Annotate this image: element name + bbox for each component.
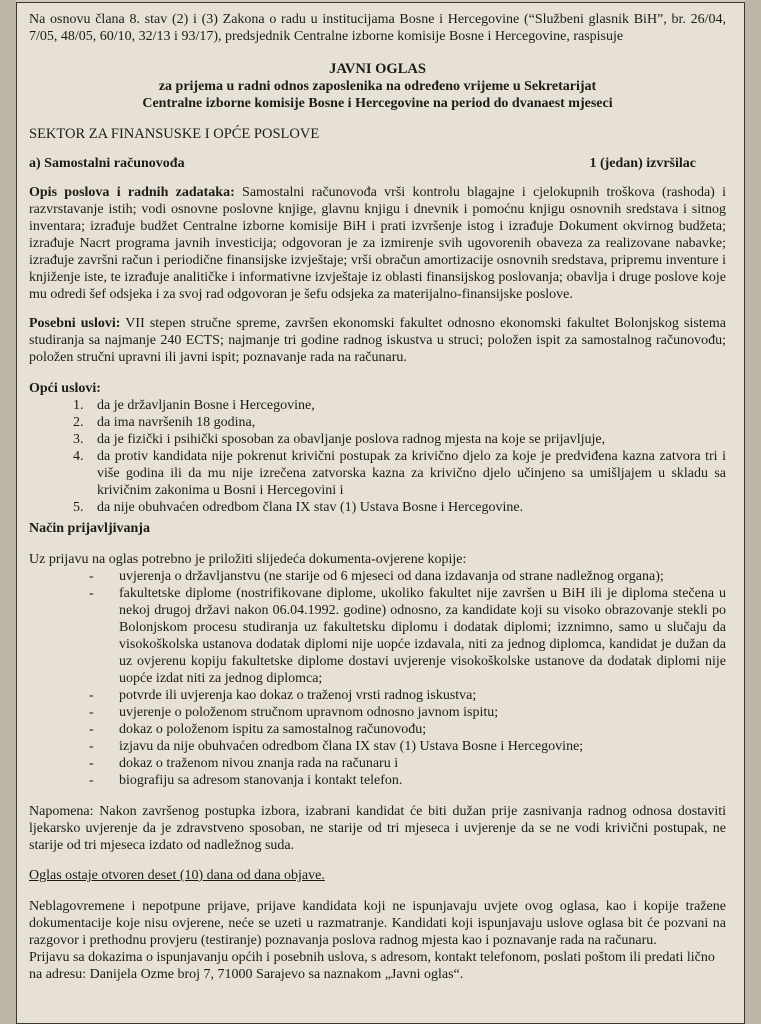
special-conditions-text: VII stepen stručne spreme, završen ekonomski fakultet odnosno ekonomski fakultet Bolonjskog sistema studiranja sa najmanje 240 ECTS; najmanje tri godine radnog iskustva u struci; položen ispit za samostalnog računovođu; položen stručni upravni ili javni ispit; poznavanje rada na računaru. xyxy=(29,316,726,365)
list-item: 3. da je fizički i psihički sposoban za obavljanje poslova radnog mjesta na koje se prijavljuje, xyxy=(87,431,726,448)
sector-heading: SEKTOR ZA FINANSUSKE I OPĆE POSLOVE xyxy=(29,126,320,142)
page-margin-right xyxy=(745,0,761,1024)
general-conditions-label: Opći uslovi: xyxy=(29,381,101,396)
list-item: 4. da protiv kandidata nije pokrenut krivični postupak za krivično djelo za koje je predviđena kazna zatvora tri i više godina ili da mu nije izrečena zatvorska kazna za krivično djelo učinjeno sa umišljajem u skladu sa krivičnim zakonima u Bosni i Hercegovini i xyxy=(87,448,726,499)
position-name: a) Samostalni računovođa xyxy=(29,156,185,171)
list-item: - biografiju sa adresom stanovanja i kontakt telefon. xyxy=(89,772,726,789)
list-item: 1. da je državljanin Bosne i Hercegovine, xyxy=(87,397,726,414)
application-intro: Uz prijavu na oglas potrebno je priložiti slijedeća dokumenta-ovjerene kopije: xyxy=(29,552,467,567)
list-item: - potvrde ili uvjerenja kao dokaz o traženoj vrsti radnog iskustva; xyxy=(89,687,726,704)
incomplete-applications-notice: Neblagovremene i nepotpune prijave, prijave kandidata koji ne ispunjavaju uvjete ovog oglasa, kao i kopije tražene dokumentacije koje nisu ovjerene, neće se uzeti u razmatranje. Kandidati koji ispunjavaju uslove oglasa bit će pozvani na razgovor i prethodnu provjeru (testiranje) poznavanja poslova radnog mjesta kao i poznavanje rada na računaru. xyxy=(29,899,726,948)
announcement-subtitle-line-2: Centralne izborne komisije Bosne i Hercegovine na period do dvanaest mjeseci xyxy=(142,96,613,111)
job-description-text: Samostalni računovođa vrši kontrolu blagajne i cjelokupnih troškova (rashoda) i razvrstavanje istih; vodi osnovne poslovne knjige, glavnu knjigu i dnevnik i pomoćnu knjigu osnovnih sredstava i sitnog inventara; izrađuje budžet Centralne izborne komisije BiH i prati izvršenje istog i izrađuje Dokument okvirnog budžeta; izrađuje Nacrt programa javnih investicija; odgovoran je za izmirenje svih ugovorenih obaveza za realizovane nabavke; izrađuje završni račun i periodične finansijske izvještaje; vrši obračun amortizacije osnovnih sredstava, pripremu inventure i knjiženje iste, te izrađuje analitičke i informativne izvještaje iz oblasti finansijskog poslovanja; obavlja i druge poslove koje mu odredi šef odsjeka i za svoj rad odgovoran je šefu odsjeka za materijalno-finansijske poslove. xyxy=(29,185,726,302)
position-count: 1 (jedan) izvršilac xyxy=(589,156,696,171)
announcement-subtitle-line-1: za prijema u radni odnos zaposlenika na određeno vrijeme u Sekretarijat xyxy=(158,79,597,94)
job-description-label: Opis poslova i radnih zadataka: xyxy=(29,185,235,200)
special-conditions-label: Posebni uslovi: xyxy=(29,316,121,331)
special-conditions xyxy=(29,315,726,366)
note-paragraph: Napomena: Nakon završenog postupka izbora, izabrani kandidat će biti dužan prije zasnivanja radnog odnosa dostaviti ljekarsko uvjerenje da je zdravstveno sposoban, ne starije od tri mjeseca i uvjerenje da se ne vodi krivični postupak, ne starije od tri mjeseca izdato od nadležnog suda. xyxy=(29,804,726,853)
page-margin-left xyxy=(0,0,16,1024)
job-announcement xyxy=(16,2,745,1024)
announcement-title: JAVNI OGLAS xyxy=(329,61,426,77)
legal-basis-paragraph: Na osnovu člana 8. stav (2) i (3) Zakona o radu u institucijama Bosne i Hercegovine (“Službeni glasnik BiH”, br. 26/04, 7/05, 48/05, 60/10, 32/13 i 93/17), predsjednik Centralne izborne komisije Bosne i Hercegovine, raspisuje xyxy=(29,12,726,44)
open-period: Oglas ostaje otvoren deset (10) dana od dana objave. xyxy=(29,868,325,883)
required-documents-list xyxy=(29,568,726,789)
list-item: 5. da nije obuhvaćen odredbom člana IX stav (1) Ustava Bosne i Hercegovine. xyxy=(87,499,726,516)
general-conditions-list xyxy=(29,397,726,516)
list-item: 2. da ima navršenih 18 godina, xyxy=(87,414,726,431)
application-method-label: Način prijavljivanja xyxy=(29,521,150,536)
list-item: - izjavu da nije obuhvaćen odredbom člana IX stav (1) Ustava Bosne i Hercegovine; xyxy=(89,738,726,755)
position-row xyxy=(29,155,726,172)
submission-instructions: Prijavu sa dokazima o ispunjavanju općih i posebnih uslova, s adresom, kontakt telefonom, poslati poštom ili predati lično na adresu: Danijela Ozme broj 7, 71000 Sarajevo sa naznakom „Javni oglas“. xyxy=(29,950,715,982)
job-description xyxy=(29,184,726,303)
list-item: - uvjerenja o državljanstvu (ne starije od 6 mjeseci od dana izdavanja od strane nadležnog organa); xyxy=(89,568,726,585)
list-item: - fakultetske diplome (nostrifikovane diplome, ukoliko fakultet nije završen u BiH ili je diploma stečena u nekoj drugoj državi nakon 06.04.1992. godine) odnosno, za kandidate koji su visoko obrazovanje stekli po Bolonjskom procesu studiranja uz fakultetsku diplomu i dodatak diplomi; izznimno, samo u slučaju da visokoškolska ustanova dodatak diplomi nije uopće izdavala, niti za jednog diplomca, kandidat je dužan da uz ovjerenu kopiju fakultetske diplome dostavi uvjerenje visokoškolske ustanove da dodatak diplomi nije uopće izdat niti za jednog diplomca; xyxy=(89,585,726,687)
list-item: - dokaz o položenom ispitu za samostalnog računovođu; xyxy=(89,721,726,738)
list-item: - uvjerenje o položenom stručnom upravnom odnosno javnom ispitu; xyxy=(89,704,726,721)
list-item: - dokaz o traženom nivou znanja rada na računaru i xyxy=(89,755,726,772)
announcement-heading xyxy=(29,61,726,112)
